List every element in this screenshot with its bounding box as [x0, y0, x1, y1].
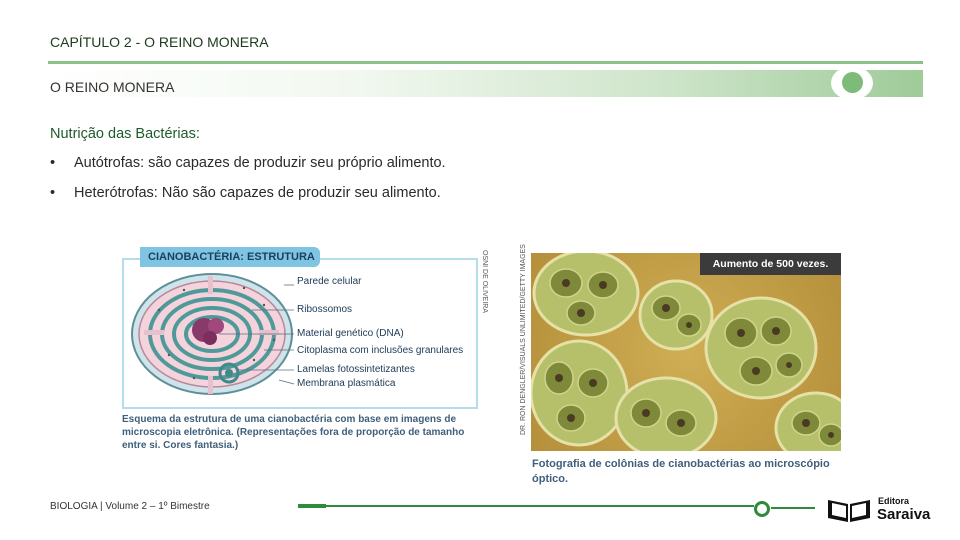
footer-line-tail [771, 507, 815, 509]
bullet-item [50, 185, 441, 201]
magnification-badge: Aumento de 500 vezes. [700, 253, 841, 275]
micrograph-photo [531, 253, 841, 451]
footer-line-accent [298, 504, 326, 508]
band-dot-decoration [842, 72, 863, 93]
section-band [48, 70, 923, 97]
diagram-label: Material genético (DNA) [297, 328, 404, 339]
diagram-header: CIANOBACTÉRIA: ESTRUTURA [140, 247, 320, 267]
micrograph-illustration [531, 253, 841, 451]
diagram-credit: OSNI DE OLIVEIRA [481, 250, 488, 314]
header-rule [48, 61, 923, 64]
diagram-label: Parede celular [297, 276, 362, 287]
diagram-label: Citoplasma com inclusões granulares [297, 345, 464, 356]
subheading: Nutrição das Bactérias: [50, 126, 200, 142]
bullet-text: Autótrofas: são capazes de produzir seu próprio alimento. [74, 155, 446, 171]
diagram-label: Membrana plasmática [297, 378, 396, 389]
footer-text: BIOLOGIA | Volume 2 – 1º Bimestre [50, 501, 210, 512]
logo-text-small: Editora [878, 496, 910, 506]
bullet-icon: • [50, 155, 56, 171]
bullet-text: Heterótrofas: Não são capazes de produzir seu alimento. [74, 185, 441, 201]
logo-text-big: Saraiva [877, 506, 931, 523]
photo-caption: Fotografia de colônias de cianobactérias ao microscópio óptico. [532, 458, 830, 485]
footer-ring-icon [754, 501, 770, 517]
footer-line [298, 505, 754, 507]
diagram-caption: Esquema da estrutura de uma cianobactéria com base em imagens de microscopia eletrônica. (Representações fora de proporção de tamanho entre si. Cores fantasia.) [122, 414, 465, 451]
photo-credit: DR. RON DENGLER/VISUALS UNLIMITED/GETTY IMAGES [520, 244, 527, 435]
bullet-item [50, 155, 446, 171]
diagram-label: Lamelas fotossintetizantes [297, 364, 415, 375]
diagram-label: Ribossomos [297, 304, 353, 315]
book-logo-icon [826, 494, 874, 524]
chapter-title: CAPÍTULO 2 - O REINO MONERA [50, 34, 269, 50]
bullet-icon: • [50, 185, 56, 201]
section-title: O REINO MONERA [50, 79, 175, 95]
